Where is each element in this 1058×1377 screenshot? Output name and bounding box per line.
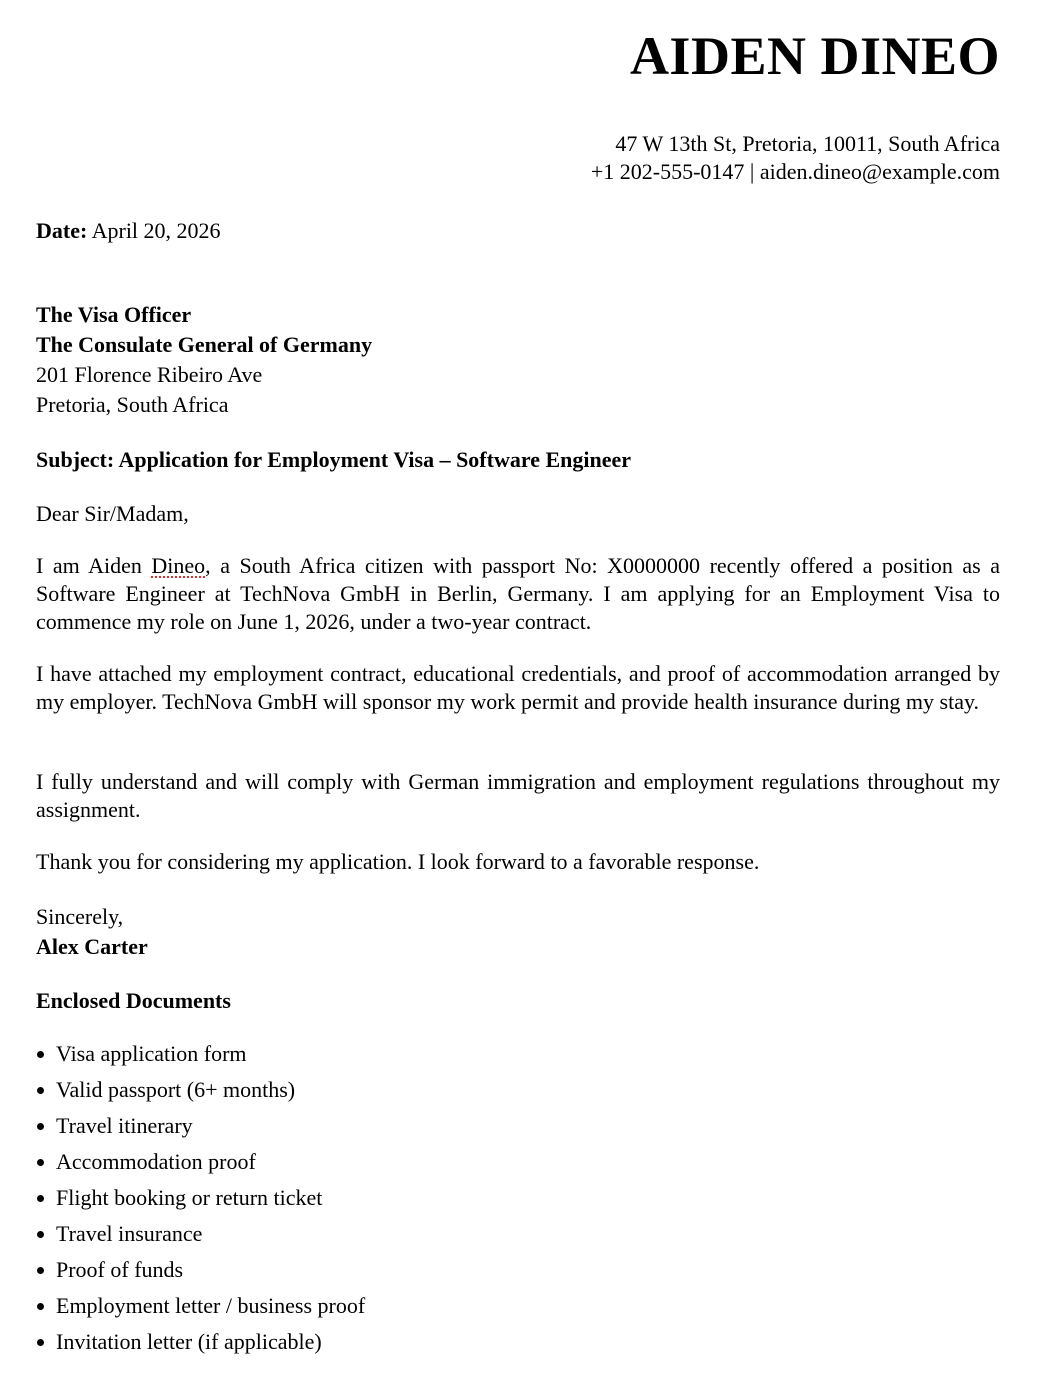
list-item: Invitation letter (if applicable) [36,1327,365,1363]
body-paragraph-intro [36,552,1000,636]
contact-email: aiden.dineo@example.com [759,159,1000,184]
list-item: Employment letter / business proof [36,1291,365,1327]
enclosed-documents-heading: Enclosed Documents [36,988,231,1013]
contact-separator: | [744,159,760,184]
recipient-street: 201 Florence Ribeiro Ave [36,362,263,387]
body-paragraph-thanks: Thank you for considering my application. I look forward to a favorable response. [36,849,760,874]
subject-line: Subject: Application for Employment Visa – Software Engineer [36,447,632,472]
closing-block [36,902,148,962]
salutation: Dear Sir/Madam, [36,501,189,526]
date-value: April 20, 2026 [87,218,221,243]
list-item: Travel insurance [36,1219,365,1255]
contact-block [591,130,1000,186]
enclosed-documents-list [36,1039,365,1363]
list-item: Valid passport (6+ months) [36,1075,365,1111]
spellcheck-flagged-word[interactable]: Dineo [151,553,206,578]
list-item: Travel itinerary [36,1111,365,1147]
list-item: Flight booking or return ticket [36,1183,365,1219]
signature-name: Alex Carter [36,934,148,959]
body-paragraph-compliance: I fully understand and will comply with German immigration and employment regulations throughout my assignment. [36,769,1000,822]
list-item: Proof of funds [36,1255,365,1291]
intro-text-start: I am Aiden [36,553,152,578]
recipient-address-block [36,300,372,420]
valediction: Sincerely, [36,904,124,929]
date-label: Date: [36,218,88,243]
contact-phone-email [591,158,1000,186]
list-item: Accommodation proof [36,1147,365,1183]
recipient-city: Pretoria, South Africa [36,392,229,417]
intro-text-rest: , a South Africa citizen with passport No: X0000000 recently offered a position as a Software Engineer at TechNova GmbH in Berlin, Germany. I am applying for an Employment Visa to commence my role on June 1, 2026, under a two-year contract. [36,553,1000,634]
recipient-title: The Visa Officer [36,302,192,327]
applicant-name-heading: AIDEN DINEO [629,26,1000,86]
body-paragraph-documents: I have attached my employment contract, educational credentials, and proof of accommodation arranged by my employer. TechNova GmbH will sponsor my work permit and provide health insurance during my stay. [36,661,1000,714]
contact-phone: +1 202-555-0147 [590,159,745,184]
recipient-organization: The Consulate General of Germany [36,332,373,357]
letter-date [36,216,221,246]
list-item: Visa application form [36,1039,365,1075]
contact-address: 47 W 13th St, Pretoria, 10011, South Africa [615,131,1000,156]
